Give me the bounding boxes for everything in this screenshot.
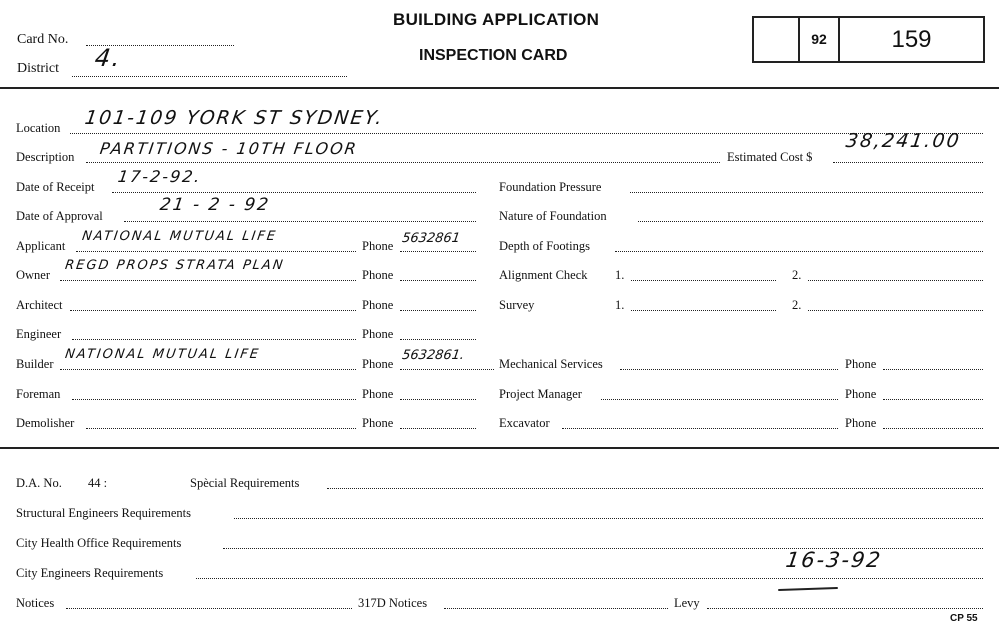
alignment-1-line [631,268,776,281]
excavator-phone-label: Phone [845,416,877,430]
mechanical-line [620,357,838,370]
mechanical-phone-line [883,357,983,370]
applicant-phone-value: 5632861 [401,231,462,246]
foundation-pressure-label: Foundation Pressure [499,180,602,194]
nature-foundation-line [638,209,983,222]
alignment-1-label: 1. [615,268,625,282]
middle-divider [0,447,999,449]
date-receipt-label: Date of Receipt [16,180,95,194]
special-requirements-label: Spècial Requirements [190,476,300,490]
owner-label: Owner [16,268,51,282]
survey-1-label: 1. [615,298,625,312]
levy-handwritten-dash [778,587,838,591]
location-value: 101-109 YORK ST SYDNEY. [83,107,386,129]
box-year: 92 [800,18,840,61]
builder-phone-value: 5632861. [401,348,466,363]
alignment-check-label: Alignment Check [499,268,588,282]
owner-value: REGD PROPS STRATA PLAN [64,258,286,273]
project-manager-line [601,387,838,400]
nature-foundation-label: Nature of Foundation [499,209,607,223]
builder-label: Builder [16,357,54,371]
date-approval-label: Date of Approval [16,209,103,223]
architect-phone-line [400,298,476,311]
depth-footings-label: Depth of Footings [499,239,590,253]
applicant-phone-label: Phone [362,239,394,253]
city-engineers-label: City Engineers Requirements [16,566,164,580]
project-manager-label: Project Manager [499,387,582,401]
card-no-label: Card No. [17,32,69,47]
health-requirements-label: City Health Office Requirements [16,536,182,550]
architect-label: Architect [16,298,63,312]
demolisher-phone-line [400,416,476,429]
builder-value: NATIONAL MUTUAL LIFE [64,347,262,362]
box-blank-cell [754,18,800,61]
applicant-value: NATIONAL MUTUAL LIFE [81,229,279,244]
form-title-line2: INSPECTION CARD [419,47,568,64]
alignment-2-line [808,268,983,281]
project-manager-phone-label: Phone [845,387,877,401]
box-number: 159 [891,26,932,53]
owner-phone-line [400,268,476,281]
form-code: CP 55 [950,613,978,624]
city-engineers-value: 16-3-92 [784,548,884,572]
notices-label: Notices [16,596,55,610]
depth-footings-line [615,239,983,252]
da-no-label: D.A. No. [16,476,62,490]
district-label: District [17,61,59,76]
estimated-cost-label: Estimated Cost $ [727,150,813,164]
notices-317d-label: 317D Notices [358,596,428,610]
survey-2-line [808,298,983,311]
structural-requirements-label: Structural Engineers Requirements [16,506,191,520]
excavator-phone-line [883,416,983,429]
foreman-phone-line [400,387,476,400]
survey-1-line [631,298,776,311]
applicant-label: Applicant [16,239,66,253]
form-title-line1: BUILDING APPLICATION [393,10,600,29]
da-no-value: 44 : [88,476,108,490]
survey-label: Survey [499,298,535,312]
engineer-line [72,327,356,340]
engineer-phone-line [400,327,476,340]
location-label: Location [16,121,61,135]
foreman-label: Foreman [16,387,61,401]
excavator-line [562,416,838,429]
special-requirements-line [327,476,983,489]
levy-label: Levy [674,596,700,610]
notices-317d-line [444,596,668,609]
foreman-line [72,387,356,400]
engineer-phone-label: Phone [362,327,394,341]
foreman-phone-label: Phone [362,387,394,401]
date-approval-value: 21 - 2 - 92 [158,195,272,215]
architect-line [70,298,356,311]
date-receipt-value: 17-2-92. [116,167,203,186]
demolisher-phone-label: Phone [362,416,394,430]
excavator-label: Excavator [499,416,550,430]
alignment-2-label: 2. [792,268,802,282]
builder-phone-label: Phone [362,357,394,371]
mechanical-phone-label: Phone [845,357,877,371]
top-divider [0,87,999,89]
description-label: Description [16,150,75,164]
mechanical-label: Mechanical Services [499,357,603,371]
estimated-cost-value: 38,241.00 [844,130,963,152]
card-number-box [752,16,985,63]
levy-line [707,596,983,609]
notices-line [66,596,352,609]
owner-phone-label: Phone [362,268,394,282]
description-value: PARTITIONS - 10TH FLOOR [98,139,360,158]
engineer-label: Engineer [16,327,62,341]
district-value: 4. [93,44,124,72]
demolisher-label: Demolisher [16,416,75,430]
architect-phone-label: Phone [362,298,394,312]
project-manager-phone-line [883,387,983,400]
survey-2-label: 2. [792,298,802,312]
structural-requirements-line [234,506,983,519]
foundation-pressure-line [630,180,983,193]
demolisher-line [86,416,356,429]
